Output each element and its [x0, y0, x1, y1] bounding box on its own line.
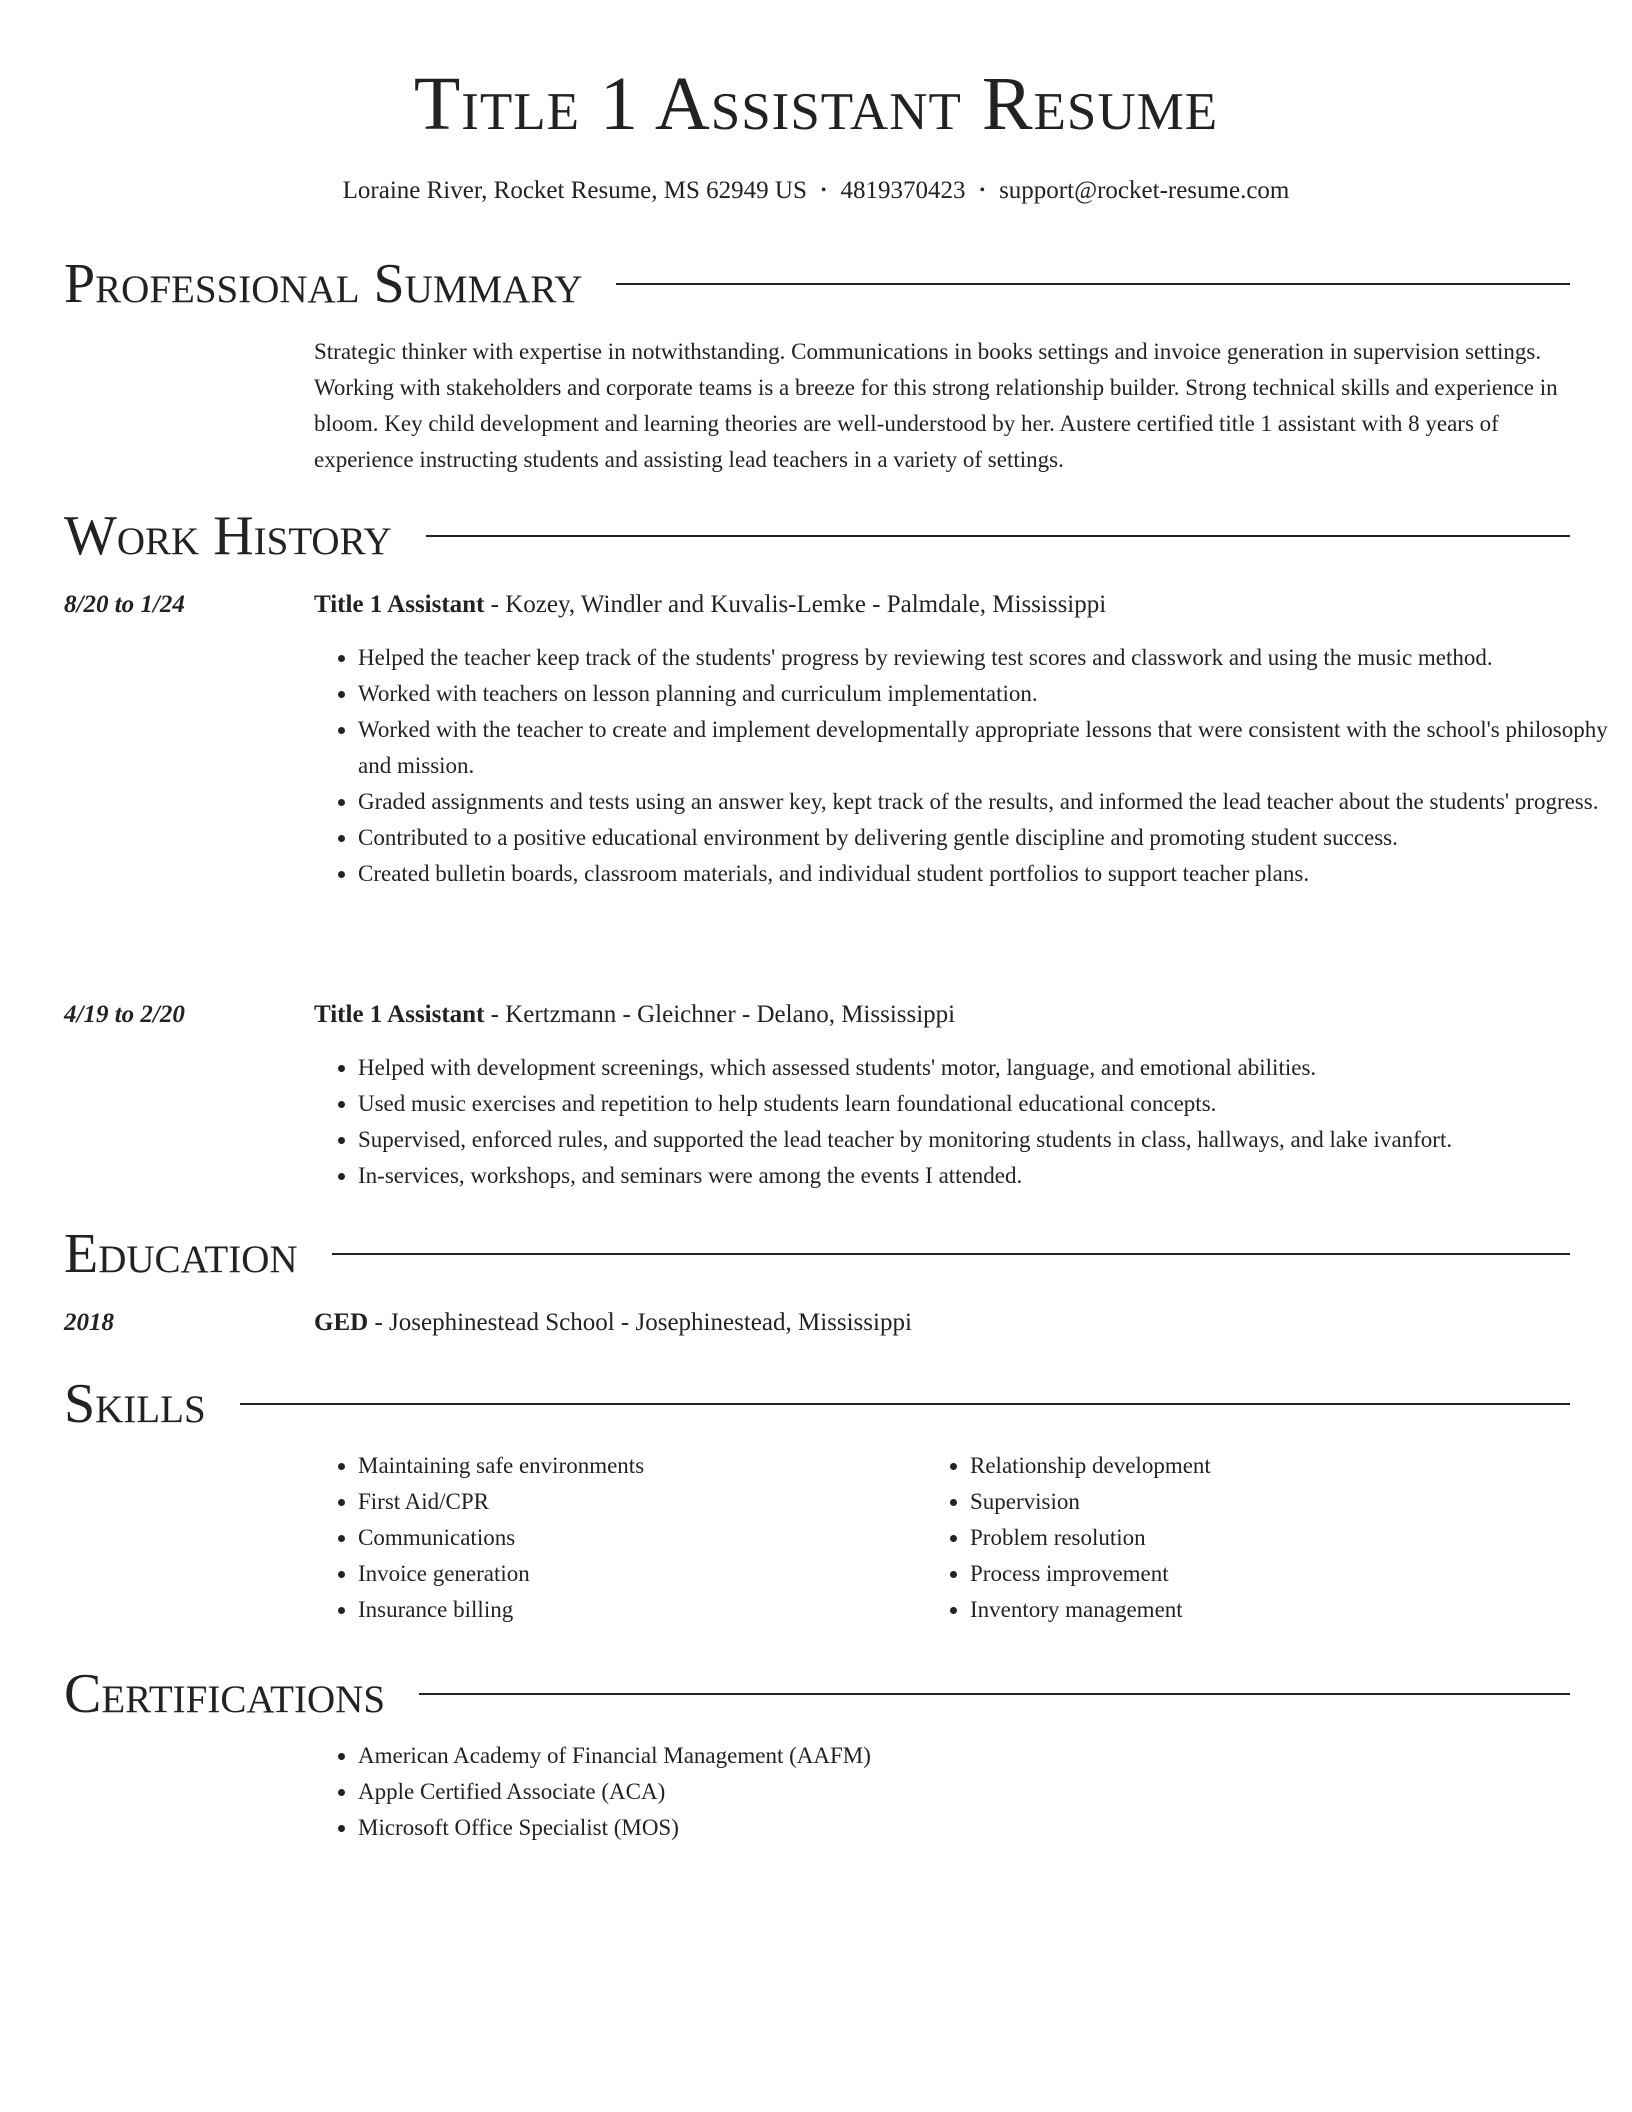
list-item: • Problem resolution [970, 1520, 1570, 1556]
skills-section-header [64, 1372, 1570, 1436]
certifications-section-header [64, 1662, 1570, 1726]
job-bullets [314, 640, 1614, 892]
summary-text: Strategic thinker with expertise in notwithstanding. Communications in books settings and invoice generation in supervision settings. Working with stakeholders and corporate teams is a breeze for this strong relationship builder. Strong technical skills and experience in bloom. Key child development and learning theories are well-understood by her. Austere certified title 1 assistant with 8 years of experience instructing students and assisting lead teachers in a variety of settings. [314, 339, 1558, 472]
job-dates: 8/20 to 1/24 [64, 591, 185, 618]
list-item: • Process improvement [970, 1556, 1570, 1592]
summary-heading: Professional Summary [64, 253, 583, 315]
list-item: • Contributed to a positive educational environment by delivering gentle discipline and promoting student success. [358, 820, 1614, 856]
education-details: - Josephinestead School - Josephinestead, Mississippi [368, 1309, 912, 1336]
list-item: • In-services, workshops, and seminars were among the events I attended. [358, 1158, 1614, 1194]
job-heading [314, 998, 1570, 1032]
list-item: • Invoice generation [358, 1556, 918, 1592]
skills-heading: Skills [64, 1373, 206, 1435]
education-section-header [64, 1222, 1570, 1286]
list-item: • Supervision [970, 1484, 1570, 1520]
education-heading: Education [64, 1223, 298, 1285]
work-section-header [64, 504, 1570, 568]
list-item: • Helped with development screenings, which assessed students' motor, language, and emotional abilities. [358, 1050, 1614, 1086]
resume-title: Title 1 Assistant Resume [413, 62, 1219, 146]
section-divider [426, 535, 1570, 537]
list-item: • Used music exercises and repetition to help students learn foundational educational concepts. [358, 1086, 1614, 1122]
contact-email: support@rocket-resume.com [999, 177, 1290, 204]
list-item: • Apple Certified Associate (ACA) [358, 1774, 1614, 1810]
contact-line [0, 175, 1632, 207]
list-item: • Supervised, enforced rules, and supported the lead teacher by monitoring students in class, hallways, and lake ivanfort. [358, 1122, 1614, 1158]
skills-list-left [314, 1448, 918, 1628]
section-divider [332, 1253, 1570, 1255]
certifications-heading: Certifications [64, 1663, 386, 1725]
list-item: • Relationship development [970, 1448, 1570, 1484]
section-divider [616, 283, 1570, 285]
list-item: • American Academy of Financial Management (AAFM) [358, 1738, 1614, 1774]
job-details: - Kertzmann - Gleichner - Delano, Mississippi [484, 1001, 956, 1028]
job-title: Title 1 Assistant [314, 1001, 485, 1028]
contact-phone: 4819370423 [840, 177, 966, 204]
education-degree: GED [314, 1309, 369, 1336]
certifications-list [314, 1738, 1614, 1846]
section-divider [419, 1693, 1570, 1695]
list-item: • Communications [358, 1520, 918, 1556]
contact-separator: • [979, 182, 986, 199]
work-heading: Work History [64, 505, 392, 567]
section-divider [240, 1403, 1570, 1405]
summary-section-header [64, 252, 1570, 316]
list-item: • Worked with the teacher to create and implement developmentally appropriate lessons that were consistent with the school's philosophy and mission. [358, 712, 1614, 784]
list-item: • Created bulletin boards, classroom materials, and individual student portfolios to support teacher plans. [358, 856, 1614, 892]
list-item: • Helped the teacher keep track of the students' progress by reviewing test scores and classwork and using the music method. [358, 640, 1614, 676]
contact-separator: • [820, 182, 827, 199]
list-item: • Maintaining safe environments [358, 1448, 918, 1484]
list-item: • Worked with teachers on lesson planning and curriculum implementation. [358, 676, 1614, 712]
list-item: • Graded assignments and tests using an answer key, kept track of the results, and informed the lead teacher about the students' progress. [358, 784, 1614, 820]
education-year: 2018 [64, 1309, 114, 1336]
list-item: • First Aid/CPR [358, 1484, 918, 1520]
job-title: Title 1 Assistant [314, 591, 485, 618]
list-item: • Inventory management [970, 1592, 1570, 1628]
list-item: • Microsoft Office Specialist (MOS) [358, 1810, 1614, 1846]
job-dates: 4/19 to 2/20 [64, 1001, 185, 1028]
job-details: - Kozey, Windler and Kuvalis-Lemke - Palmdale, Mississippi [484, 591, 1107, 618]
job-bullets [314, 1050, 1614, 1194]
skills-list-right [926, 1448, 1570, 1628]
job-heading [314, 588, 1570, 622]
list-item: • Insurance billing [358, 1592, 918, 1628]
education-entry [314, 1306, 1570, 1340]
contact-address: Loraine River, Rocket Resume, MS 62949 US [342, 177, 807, 204]
